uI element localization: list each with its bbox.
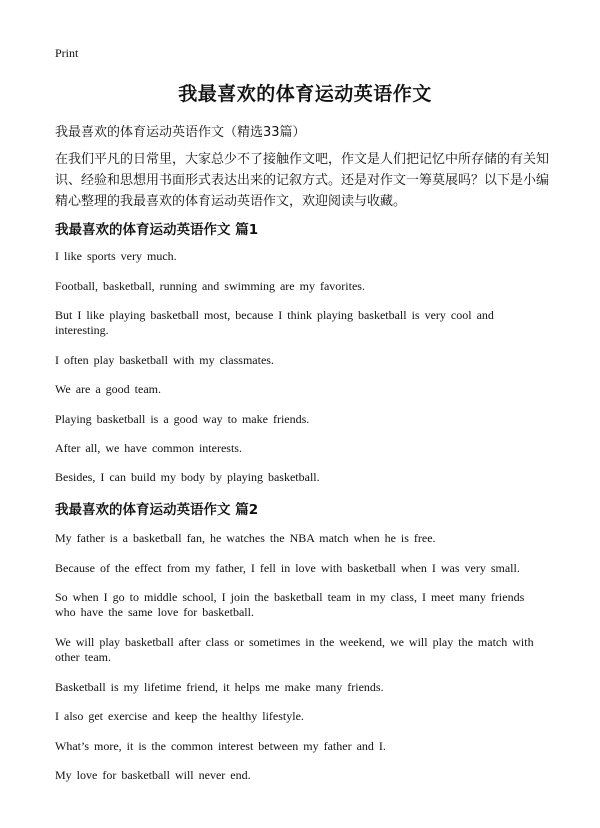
paragraph: We will play basketball after class or sometimes in the weekend, we will play the match with other team.: [55, 635, 534, 664]
paragraph: I often play basketball with my classmates.: [55, 353, 274, 367]
paragraph: I like sports very much.: [55, 249, 177, 263]
paragraph: My love for basketball will never end.: [55, 768, 251, 782]
paragraph: Because of the effect from my father, I fell in love with basketball when I was very small.: [55, 561, 520, 575]
paragraph: Football, basketball, running and swimming are my favorites.: [55, 279, 365, 293]
paragraph: Playing basketball is a good way to make friends.: [55, 412, 310, 426]
paragraph: Besides, I can build my body by playing basketball.: [55, 470, 320, 484]
page-title: 我最喜欢的体育运动英语作文: [178, 83, 432, 105]
paragraph: So when I go to middle school, I join the basketball team in my class, I meet many friends who have the same love for basketball.: [55, 590, 525, 619]
paragraph: Basketball is my lifetime friend, it helps me make many friends.: [55, 680, 384, 694]
paragraph: We are a good team.: [55, 382, 161, 396]
paragraph: But I like playing basketball most, because I think playing basketball is very cool and interesting.: [55, 308, 494, 337]
paragraph: I also get exercise and keep the healthy lifestyle.: [55, 709, 304, 723]
subtitle: 我最喜欢的体育运动英语作文（精选33篇）: [55, 125, 306, 140]
section-heading-1: 我最喜欢的体育运动英语作文 篇1: [55, 222, 259, 238]
intro-paragraph: 在我们平凡的日常里，大家总少不了接触作文吧，作文是人们把记忆中所存储的有关知识、经验和思想用书面形式表达出来的记叙方式。还是对作文一筹莫展吗？以下是小编精心整理的我最喜欢的体育运动英语作文，欢迎阅读与收藏。: [55, 152, 550, 209]
paragraph: What’s more, it is the common interest between my father and I.: [55, 739, 386, 753]
paragraph: My father is a basketball fan, he watches the NBA match when he is free.: [55, 531, 436, 545]
print-label[interactable]: Print: [55, 46, 79, 60]
section-heading-2: 我最喜欢的体育运动英语作文 篇2: [55, 502, 259, 518]
paragraph: After all, we have common interests.: [55, 441, 242, 455]
